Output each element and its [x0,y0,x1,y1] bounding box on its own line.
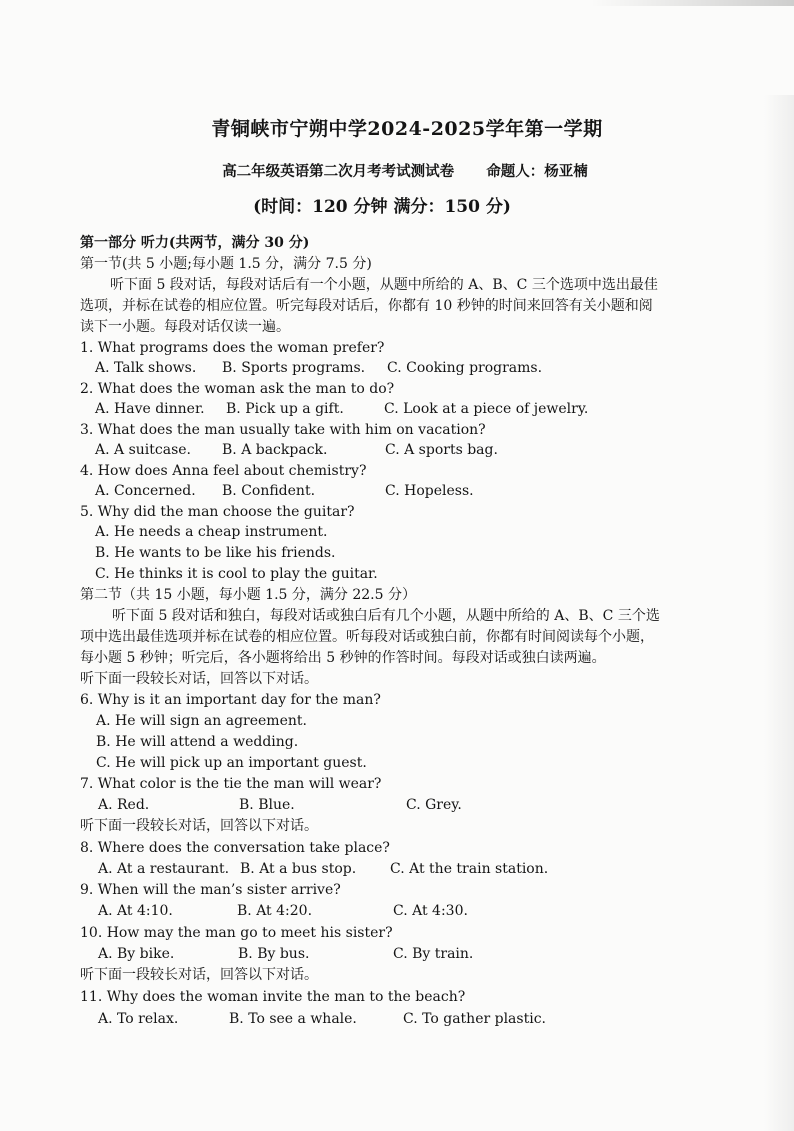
part1-heading: 第一部分 听力(共两节，满分 30 分) [80,235,310,251]
option-b: B. He wants to be like his friends. [95,545,336,561]
question-stem: 10. How may the man go to meet his sister? [80,925,393,941]
option-a: A. To relax. [98,1011,179,1027]
dialogue-note: 听下面一段较长对话，回答以下对话。 [80,818,318,834]
option-b: B. At a bus stop. [240,861,357,877]
question-stem: 11. Why does the woman invite the man to the beach? [80,989,466,1005]
question-stem: 3. What does the man usually take with him on vacation? [80,422,486,438]
option-b: B. By bus. [238,946,310,962]
option-b: B. Pick up a gift. [226,401,344,417]
option-c: C. By train. [393,946,474,962]
time-info: (时间：120 分钟 满分：150 分) [253,197,511,217]
option-a: A. Concerned. [95,483,196,499]
option-b: B. A backpack. [222,442,328,458]
scan-shadow-right [764,95,794,1131]
option-b: B. He will attend a wedding. [96,734,299,750]
option-b: B. Sports programs. [222,360,366,376]
question-stem: 8. Where does the conversation take place? [80,840,390,856]
section1-instruction-line: 选项，并标在试卷的相应位置。听完每段对话后，你都有 10 秒钟的时间来回答有关小题和阅 [80,298,653,314]
exam-subtitle [0,160,794,181]
dialogue-note: 听下面一段较长对话，回答以下对话。 [80,967,318,983]
option-b: B. Blue. [239,797,295,813]
option-c: C. Cooking programs. [387,360,543,376]
option-a: A. At a restaurant. [98,861,230,877]
section1-heading: 第一节(共 5 小题;每小题 1.5 分，满分 7.5 分) [80,256,372,272]
question-stem: 7. What color is the tie the man will wear? [80,776,382,792]
option-b: B. To see a whale. [229,1011,357,1027]
option-c: C. A sports bag. [385,442,498,458]
option-c: C. Grey. [406,797,462,813]
option-c: C. At the train station. [390,861,549,877]
option-a: A. Red. [98,797,150,813]
section1-instruction-line: 读下一小题。每段对话仅读一遍。 [80,319,290,335]
option-c: C. Look at a piece of jewelry. [384,401,589,417]
question-stem: 2. What does the woman ask the man to do? [80,381,395,397]
scan-shadow-top [590,0,794,6]
option-a: A. Have dinner. [95,401,205,417]
option-c: C. He thinks it is cool to play the guitar. [95,566,378,582]
school-title: 青铜峡市宁朔中学2024-2025学年第一学期 [211,118,603,140]
exam-author: 命题人：杨亚楠 [486,163,588,180]
option-a: A. By bike. [98,946,175,962]
option-a: A. At 4:10. [98,903,173,919]
option-a: A. A suitcase. [95,442,191,458]
section2-instruction-line: 每小题 5 秒钟；听完后，各小题将给出 5 秒钟的作答时间。每段对话或独白读两遍。 [80,650,606,666]
question-stem: 6. Why is it an important day for the man? [80,692,381,708]
section2-instruction-line: 听下面 5 段对话和独白，每段对话或独白后有几个小题，从题中所给的 A、B、C 三个选 [112,608,660,624]
question-stem: 5. Why did the man choose the guitar? [80,504,355,520]
option-c: C. To gather plastic. [403,1011,546,1027]
dialogue-note: 听下面一段较长对话，回答以下对话。 [80,671,318,687]
option-c: C. Hopeless. [385,483,474,499]
option-c: C. He will pick up an important guest. [96,755,367,771]
section1-instruction-line: 听下面 5 段对话，每段对话后有一个小题，从题中所给的 A、B、C 三个选项中选出最佳 [110,277,658,293]
exam-title: 高二年级英语第二次月考考试测试卷 [222,163,455,180]
option-b: B. Confident. [222,483,316,499]
option-a: A. He needs a cheap instrument. [95,524,328,540]
option-a: A. He will sign an agreement. [96,713,307,729]
option-b: B. At 4:20. [237,903,313,919]
question-stem: 1. What programs does the woman prefer? [80,340,385,356]
question-stem: 9. When will the man’s sister arrive? [80,882,341,898]
section2-heading: 第二节（共 15 小题，每小题 1.5 分，满分 22.5 分） [80,587,416,603]
option-a: A. Talk shows. [95,360,197,376]
option-c: C. At 4:30. [393,903,468,919]
question-stem: 4. How does Anna feel about chemistry? [80,463,367,479]
section2-instruction-line: 项中选出最佳选项并标在试卷的相应位置。听每段对话或独白前，你都有时间阅读每个小题， [80,629,654,645]
